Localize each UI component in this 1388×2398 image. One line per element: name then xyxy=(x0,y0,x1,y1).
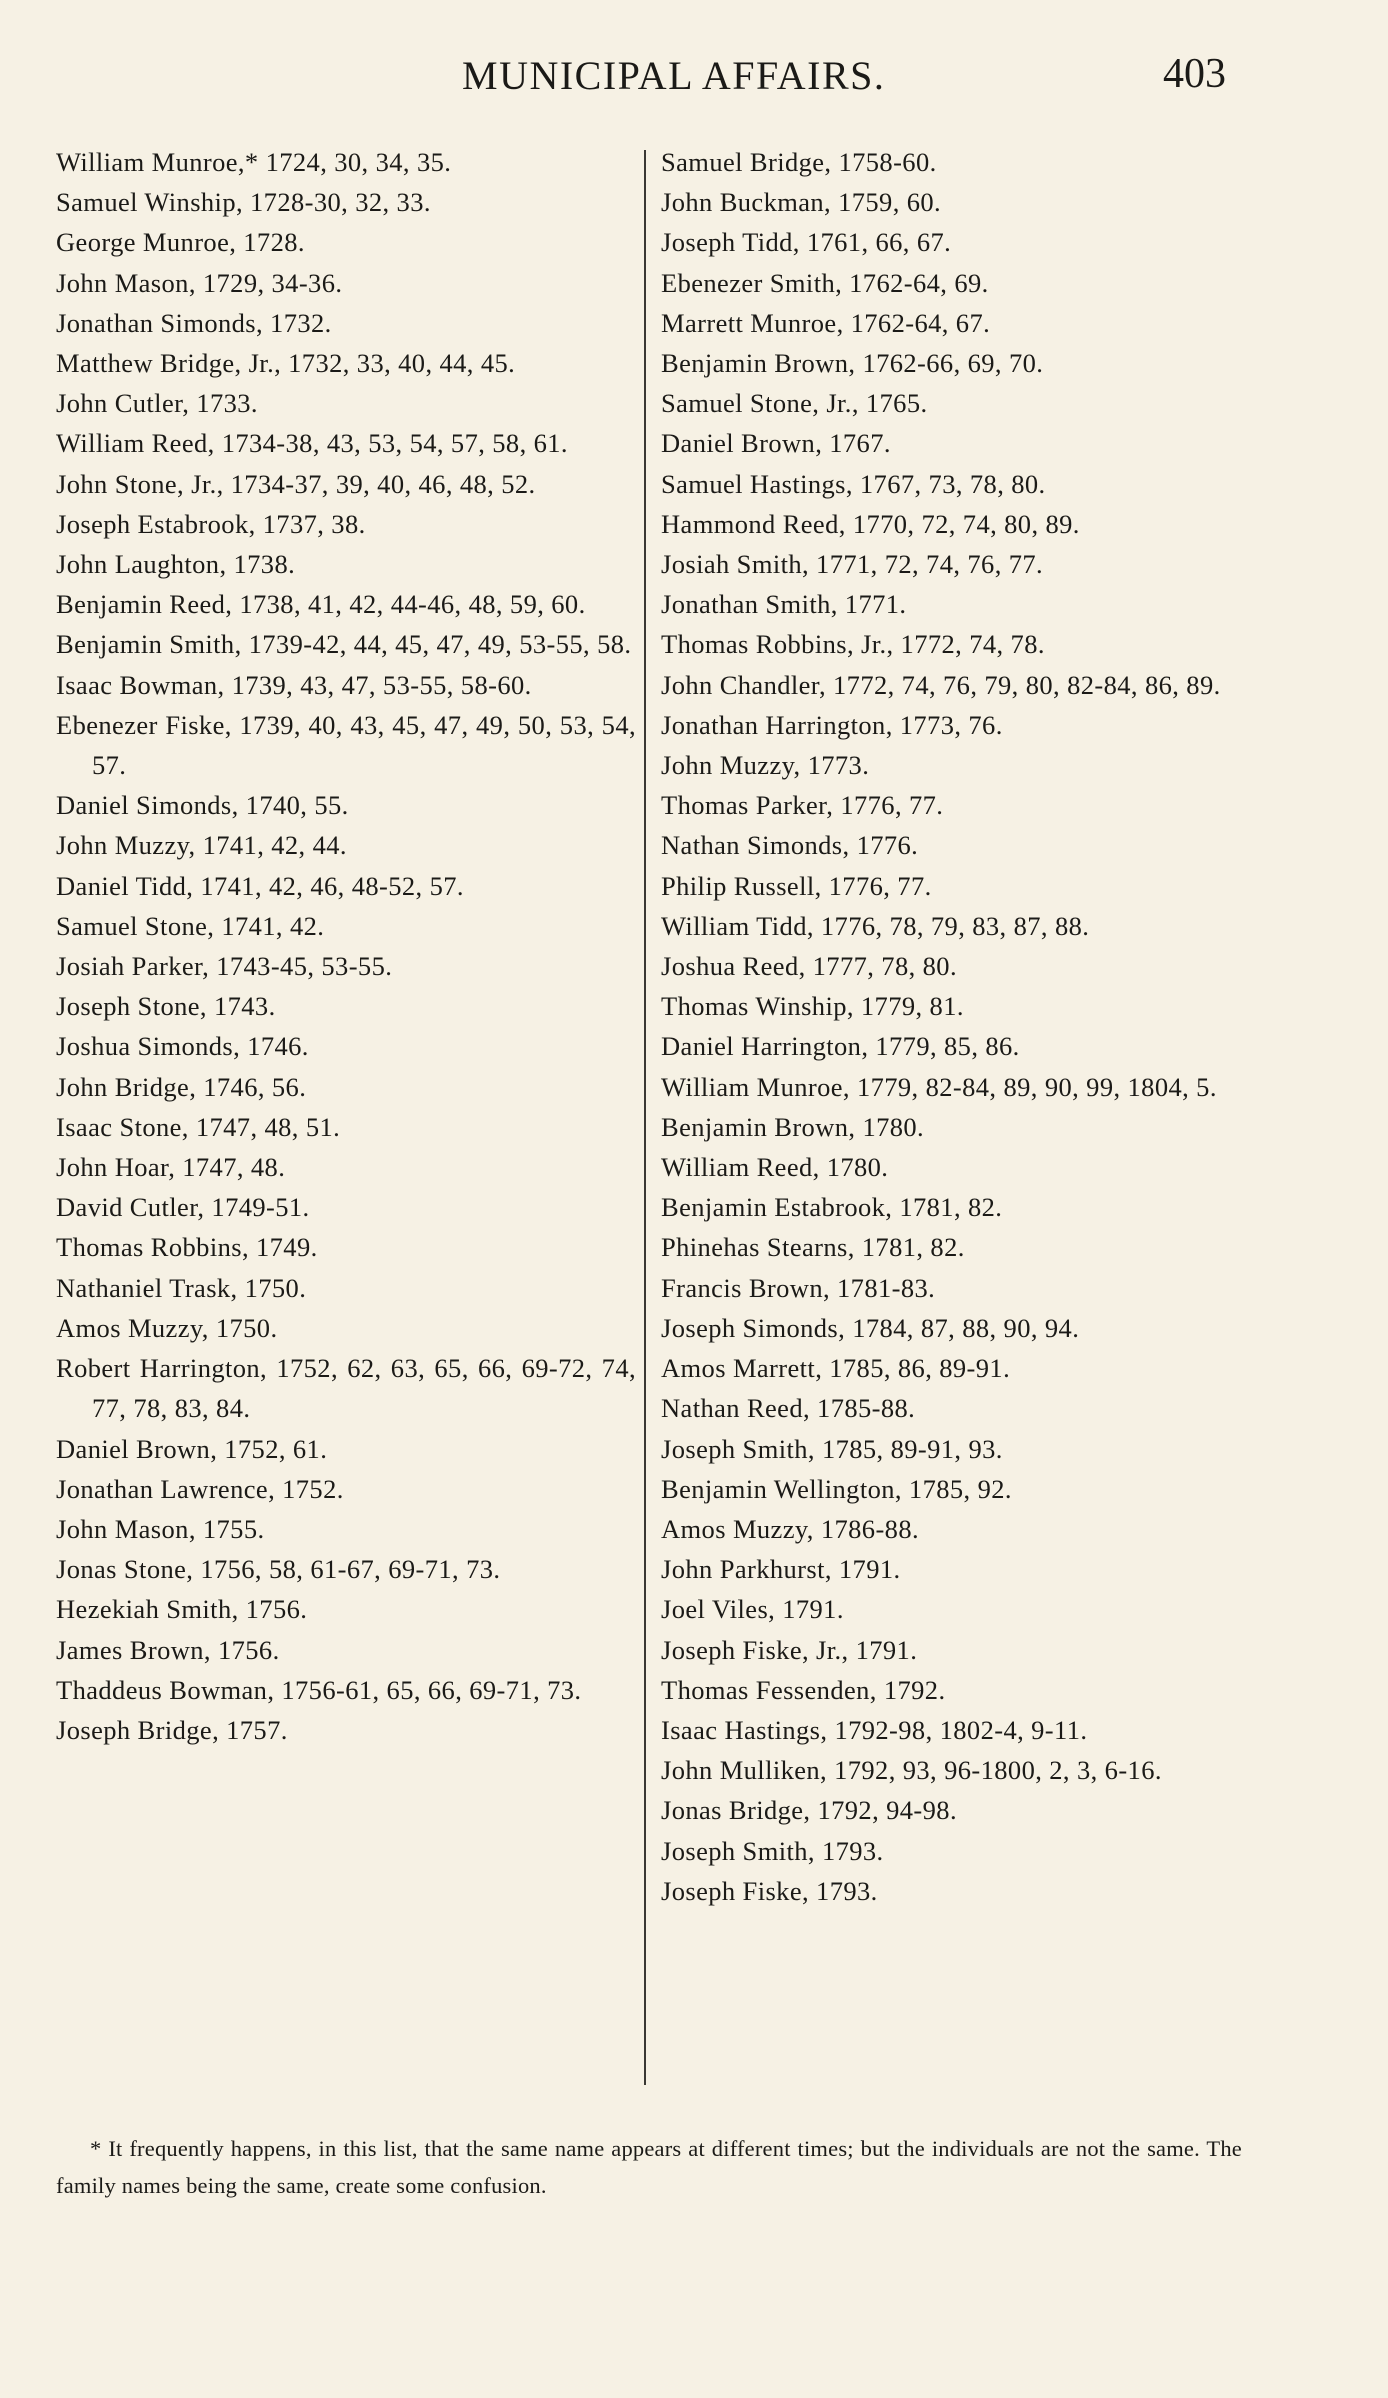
list-entry: Hezekiah Smith, 1756. xyxy=(56,1594,308,1625)
list-entry: John Hoar, 1747, 48. xyxy=(56,1152,286,1183)
list-entry: Ebenezer Fiske, 1739, 40, 43, 45, 47, 49, 50, 53, 54, 57. xyxy=(56,709,636,781)
footnote: * It frequently happens, in this list, that the same name appears at different times; but the individuals are not the same. The family names being the same, create some confusion. xyxy=(56,2136,1242,2198)
list-entry: Joseph Estabrook, 1737, 38. xyxy=(56,508,366,539)
list-entry: Josiah Parker, 1743-45, 53-55. xyxy=(56,951,393,982)
list-entry: Joseph Fiske, 1793. xyxy=(661,1875,878,1906)
list-entry: Nathaniel Trask, 1750. xyxy=(56,1272,307,1303)
list-entry: Samuel Bridge, 1758-60. xyxy=(661,147,937,177)
list-entry: John Buckman, 1759, 60. xyxy=(661,187,942,218)
page-header xyxy=(0,52,1388,112)
list-entry: Daniel Brown, 1767. xyxy=(661,428,891,459)
list-entry: Benjamin Reed, 1738, 41, 42, 44-46, 48, 59, 60. xyxy=(56,589,586,620)
list-entry: Amos Marrett, 1785, 86, 89-91. xyxy=(661,1353,1011,1384)
list-entry: Daniel Harrington, 1779, 85, 86. xyxy=(661,1031,1020,1062)
running-title: MUNICIPAL AFFAIRS. xyxy=(462,53,886,98)
list-entry: Thomas Robbins, Jr., 1772, 74, 78. xyxy=(661,629,1045,660)
list-entry: Joseph Stone, 1743. xyxy=(56,991,276,1022)
list-entry: George Munroe, 1728. xyxy=(56,227,305,258)
list-entry: Francis Brown, 1781-83. xyxy=(661,1272,936,1303)
list-entry: Benjamin Estabrook, 1781, 82. xyxy=(661,1192,1003,1223)
list-entry: Benjamin Brown, 1762-66, 69, 70. xyxy=(661,348,1044,379)
list-entry: Thomas Parker, 1776, 77. xyxy=(661,790,944,821)
page-number: 403 xyxy=(1163,51,1226,97)
list-entry: Isaac Hastings, 1792-98, 1802-4, 9-11. xyxy=(661,1714,1088,1745)
list-entry: Isaac Bowman, 1739, 43, 47, 53-55, 58-60. xyxy=(56,669,532,700)
list-entry: John Mason, 1755. xyxy=(56,1513,265,1544)
list-entry: Joshua Reed, 1777, 78, 80. xyxy=(661,951,957,982)
list-entry: William Munroe, 1779, 82-84, 89, 90, 99, 1804, 5. xyxy=(661,1071,1217,1102)
list-entry: Joseph Smith, 1793. xyxy=(661,1835,884,1866)
list-entry: John Stone, Jr., 1734-37, 39, 40, 46, 48, 52. xyxy=(56,468,536,499)
list-entry: Josiah Smith, 1771, 72, 74, 76, 77. xyxy=(661,549,1044,580)
list-entry: David Cutler, 1749-51. xyxy=(56,1192,310,1223)
list-entry: Benjamin Brown, 1780. xyxy=(661,1111,925,1142)
column-divider xyxy=(644,150,646,2085)
list-entry: Jonas Stone, 1756, 58, 61-67, 69-71, 73. xyxy=(56,1554,501,1585)
list-entry: Jonathan Lawrence, 1752. xyxy=(56,1473,344,1504)
list-entry: Jonas Bridge, 1792, 94-98. xyxy=(661,1795,957,1826)
list-entry: Joseph Bridge, 1757. xyxy=(56,1714,288,1745)
list-entry: William Tidd, 1776, 78, 79, 83, 87, 88. xyxy=(661,910,1090,941)
list-entry: Marrett Munroe, 1762-64, 67. xyxy=(661,307,991,338)
list-entry: Isaac Stone, 1747, 48, 51. xyxy=(56,1111,341,1142)
list-entry: Jonathan Harrington, 1773, 76. xyxy=(661,709,1003,740)
list-entry: Joshua Simonds, 1746. xyxy=(56,1031,309,1062)
list-entry: Thomas Winship, 1779, 81. xyxy=(661,991,964,1022)
list-entry: Joseph Fiske, Jr., 1791. xyxy=(661,1634,918,1665)
list-entry: Samuel Stone, Jr., 1765. xyxy=(661,388,928,419)
list-entry: John Parkhurst, 1791. xyxy=(661,1554,901,1585)
list-entry: Phinehas Stearns, 1781, 82. xyxy=(661,1232,965,1263)
list-entry: Philip Russell, 1776, 77. xyxy=(661,870,932,901)
list-entry: Thaddeus Bowman, 1756-61, 65, 66, 69-71, 73. xyxy=(56,1674,582,1705)
list-entry: Nathan Simonds, 1776. xyxy=(661,830,919,861)
list-entry: Daniel Tidd, 1741, 42, 46, 48-52, 57. xyxy=(56,870,464,901)
right-column xyxy=(661,142,1241,1911)
list-entry: John Mason, 1729, 34-36. xyxy=(56,267,343,298)
list-entry: Nathan Reed, 1785-88. xyxy=(661,1393,916,1424)
list-entry: John Chandler, 1772, 74, 76, 79, 80, 82-84, 86, 89. xyxy=(661,669,1221,700)
list-entry: John Muzzy, 1741, 42, 44. xyxy=(56,830,347,861)
list-entry: William Reed, 1734-38, 43, 53, 54, 57, 58, 61. xyxy=(56,428,568,459)
list-entry: Matthew Bridge, Jr., 1732, 33, 40, 44, 45. xyxy=(56,348,516,379)
list-entry: Benjamin Wellington, 1785, 92. xyxy=(661,1473,1012,1504)
list-entry: Joseph Simonds, 1784, 87, 88, 90, 94. xyxy=(661,1312,1080,1343)
list-entry: John Bridge, 1746, 56. xyxy=(56,1071,307,1102)
list-entry: Thomas Robbins, 1749. xyxy=(56,1232,318,1263)
list-entry: William Reed, 1780. xyxy=(661,1152,889,1183)
list-entry: Thomas Fessenden, 1792. xyxy=(661,1674,946,1705)
list-entry: John Mulliken, 1792, 93, 96-1800, 2, 3, 6-16. xyxy=(661,1755,1162,1786)
list-entry: Joseph Smith, 1785, 89-91, 93. xyxy=(661,1433,1003,1464)
list-entry: Amos Muzzy, 1750. xyxy=(56,1312,278,1343)
list-entry: John Cutler, 1733. xyxy=(56,388,258,419)
list-entry: Samuel Stone, 1741, 42. xyxy=(56,910,325,941)
list-entry: Benjamin Smith, 1739-42, 44, 45, 47, 49, 53-55, 58. xyxy=(56,629,632,660)
list-entry: Robert Harrington, 1752, 62, 63, 65, 66, 69-72, 74, 77, 78, 83, 84. xyxy=(56,1353,636,1424)
list-entry: James Brown, 1756. xyxy=(56,1634,280,1665)
list-entry: Joseph Tidd, 1761, 66, 67. xyxy=(661,227,952,258)
list-entry: Samuel Hastings, 1767, 73, 78, 80. xyxy=(661,468,1046,499)
list-entry: Hammond Reed, 1770, 72, 74, 80, 89. xyxy=(661,508,1080,539)
list-entry: Samuel Winship, 1728-30, 32, 33. xyxy=(56,187,431,218)
list-entry: Jonathan Simonds, 1732. xyxy=(56,307,332,338)
list-entry: Joel Viles, 1791. xyxy=(661,1594,844,1625)
list-entry: William Munroe,* 1724, 30, 34, 35. xyxy=(56,147,452,177)
list-entry: John Laughton, 1738. xyxy=(56,549,296,580)
list-entry: John Muzzy, 1773. xyxy=(661,750,870,781)
list-entry: Jonathan Smith, 1771. xyxy=(661,589,907,620)
list-entry: Daniel Simonds, 1740, 55. xyxy=(56,790,349,821)
list-entry: Amos Muzzy, 1786-88. xyxy=(661,1513,920,1544)
left-column xyxy=(56,142,636,1750)
list-entry: Ebenezer Smith, 1762-64, 69. xyxy=(661,267,989,298)
list-entry: Daniel Brown, 1752, 61. xyxy=(56,1433,328,1464)
